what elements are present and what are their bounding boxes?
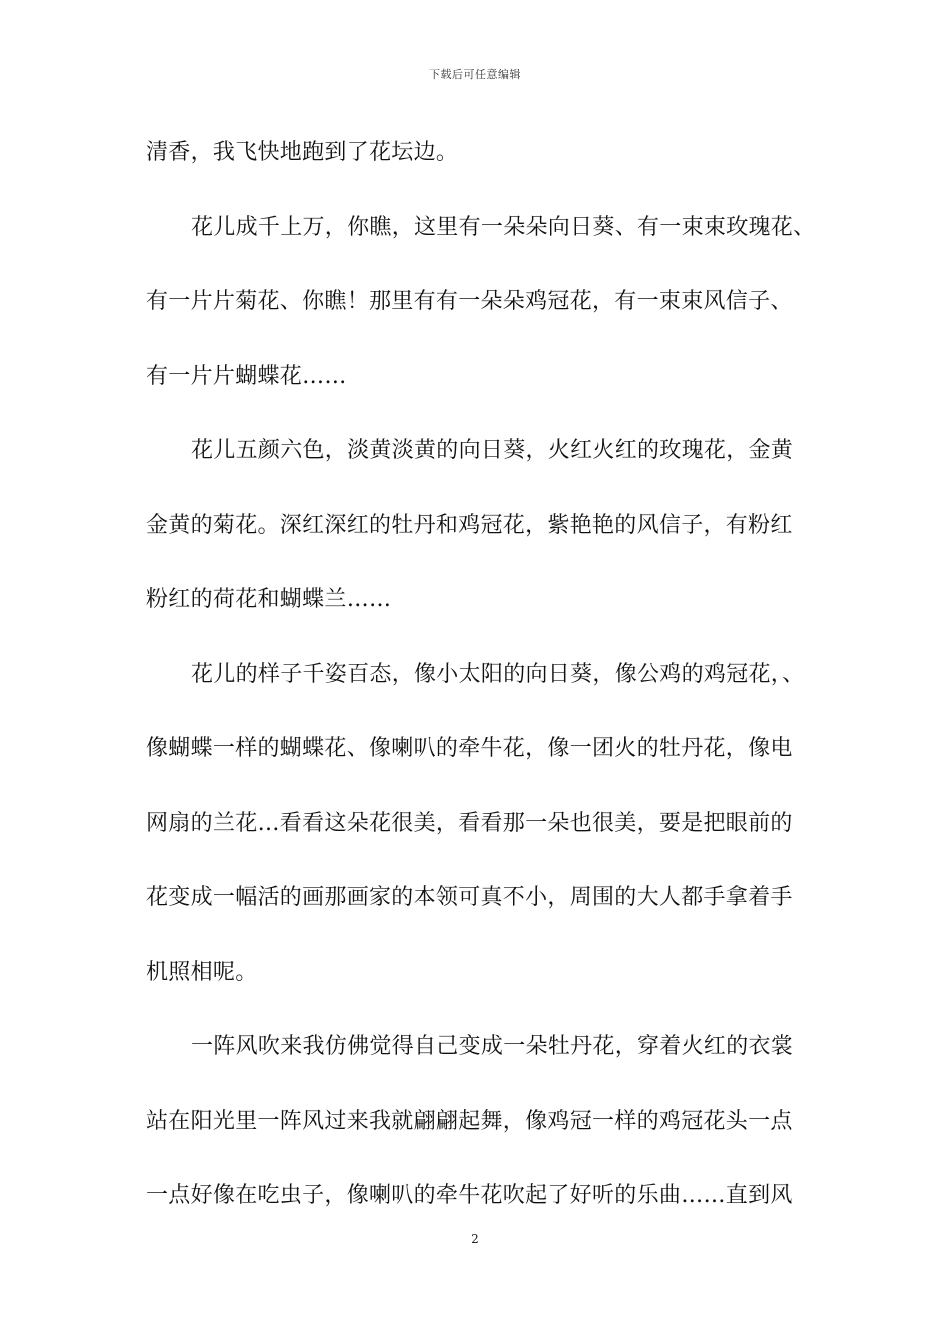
text-line-11: 花变成一幅活的画那画家的本领可真不小，周围的大人都手拿着手 (146, 885, 793, 910)
page-number: 2 (471, 1232, 479, 1246)
text-line-7: 粉红的荷花和蝴蝶兰…… (146, 587, 392, 612)
text-line-1: 清香，我飞快地跑到了花坛边。 (146, 140, 459, 165)
text-line-4: 有一片片蝴蝶花…… (146, 363, 347, 389)
document-body (146, 126, 818, 1244)
text-line-10: 网扇的兰花…看看这朵花很美，看看那一朵也很美，要是把眼前的 (146, 810, 793, 836)
text-line-3: 有一片片菊花、你瞧！那里有有一朵朵鸡冠花，有一束束风信子、 (146, 289, 793, 314)
text-line-15: 一点好像在吃虫子，像喇叭的牵牛花吹起了好听的乐曲……直到风 (146, 1183, 793, 1208)
text-line-12: 机照相呢。 (146, 959, 258, 985)
text-line-14: 站在阳光里一阵风过来我就翩翩起舞，像鸡冠一样的鸡冠花头一点 (146, 1108, 793, 1134)
text-line-8: 花儿的样子千姿百态，像小太阳的向日葵，像公鸡的鸡冠花，、 (191, 661, 805, 687)
text-line-5: 花儿五颜六色，淡黄淡黄的向日葵，火红火红的玫瑰花，金黄 (191, 438, 794, 463)
text-line-2: 花儿成千上万，你瞧，这里有一朵朵向日葵、有一束束玫瑰花、 (191, 214, 816, 240)
text-line-13: 一阵风吹来我仿佛觉得自己变成一朵牡丹花，穿着火红的衣裳 (191, 1034, 794, 1059)
text-line-6: 金黄的菊花。深红深红的牡丹和鸡冠花，紫艳艳的风信子，有粉红 (146, 512, 793, 538)
text-line-9: 像蝴蝶一样的蝴蝶花、像喇叭的牵牛花，像一团火的牡丹花，像电 (146, 736, 793, 761)
page-header: 下载后可任意编辑 (429, 68, 521, 81)
